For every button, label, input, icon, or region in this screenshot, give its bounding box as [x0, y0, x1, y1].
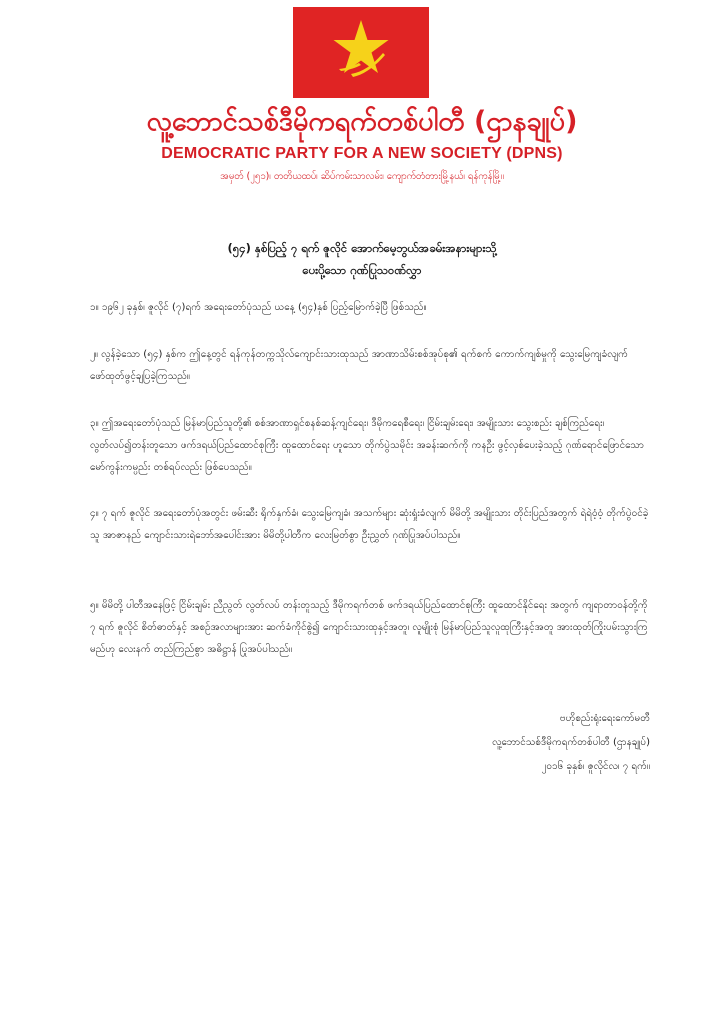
paragraph-2: ၂။ လွန်ခဲ့သော (၅၄) နှစ်က ဤနေ့တွင် ရန်ကုန်တက္ကသိုလ်ကျောင်းသားထုသည် အာဏာသိမ်းစစ်အုပ်စု၏ ရက်စက် ကောက်ကျစ်မှုကို သွေးမြေကျခံလျက် ဖော်ထုတ်ဖွင့်ချပြခဲ့ကြသည်။: [90, 349, 628, 382]
party-address: အမှတ် (၂၅၁)၊ တတိယထပ်၊ ဆိပ်ကမ်းသာလမ်း၊ ကျောက်တံတားမြို့နယ်၊ ရန်ကုန်မြို့။: [220, 171, 504, 182]
paragraph-5: ၅။ မိမိတို့ ပါတီအနေဖြင့် ငြိမ်းချမ်း ညီညွတ် လွတ်လပ် တန်းတူသည့် ဒီမိုကရက်တစ် ဖက်ဒရယ်ပြည်ထောင်စုကြီး ထူထောင်နိုင်ရေး အတွက် ကျရာတာဝန်တို့ကို ၇ ရက် ဇူလိုင် စိတ်ဓာတ်နှင့် အစဉ်အလာများအား ဆက်ခံကိုင်စွဲ၍ ကျောင်းသားထုနှင့်အတူ၊ လူမျိုးစုံ မြန်မာပြည်သူလူထုကြီးနှင့်အတူ အားထုတ်ကြိုးပမ်းသွားကြမည်ဟု လေးနက် တည်ကြည်စွာ အဓိဋ္ဌာန် ပြုအပ်ပါသည်။: [90, 600, 648, 655]
paragraph-4: ၄။ ၇ ရက် ဇူလိုင် အရေးတော်ပုံအတွင်း ဖမ်းဆီး ရိုက်နှက်ခံ၊ သွေးမြေကျခံ၊ အသက်များ ဆုံးရှုံးခံလျက် မိမိတို့ အမျိုးသား တိုင်းပြည်အတွက် ရဲရဲဝံ့ဝံ့ တိုက်ပွဲဝင်ခဲ့သူ အာဇာနည် ကျောင်းသားရဲဘော်အပေါင်းအား မိမိတို့ပါတီက လေးမြတ်စွာ ဦးညွှတ် ဂုဏ်ပြုအပ်ပါသည်။: [90, 508, 649, 541]
paragraph-3: ၃။ ဤအရေးတော်ပုံသည် မြန်မာပြည်သူတို့၏ စစ်အာဏာရှင်စနစ်ဆန့်ကျင်ရေး၊ ဒီမိုကရေစီရေး၊ ငြိမ်းချမ်းရေး၊ အမျိုးသား သွေးစည်း ချစ်ကြည်ရေး၊ လွတ်လပ်၍တန်းတူသော ဖက်ဒရယ်ပြည်ထောင်စုကြီး ထူထောင်ရေး ဟူသော တိုက်ပွဲသမိုင်း အခန်းဆက်ကို ကနဦး ဖွင့်လှစ်ပေးခဲ့သည့် ဂုဏ်ရောင်ဖြောင်သော မော်ကွန်းကမ္ပည်း တစ်ရပ်လည်း ဖြစ်ပေသည်။: [90, 418, 644, 473]
flag-star-icon: [293, 7, 429, 98]
signature-block: [492, 707, 650, 779]
paragraph-1: ၁။ ၁၉၆၂ ခုနှစ်၊ ဇူလိုင် (၇)ရက် အရေးတော်ပုံသည် ယနေ့ (၅၄)နှစ် ပြည့်မြောက်ခဲ့ပြီ ဖြစ်သည်။: [90, 302, 427, 313]
title-line-2: ပေးပို့သော ဂုဏ်ပြုသဝဏ်လွှာ: [302, 263, 422, 277]
party-name-english: DEMOCRATIC PARTY FOR A NEW SOCIETY (DPNS): [161, 145, 563, 162]
title-line-1: (၅၄) နှစ်ပြည့် ၇ ရက် ဇူလိုင် အောက်မေ့ဘွယ်အခမ်းအနားများသို့: [227, 241, 497, 255]
signature-party: လူ့ဘောင်သစ်ဒီမိုကရက်တစ်ပါတီ (ဌာနချုပ်): [492, 737, 650, 748]
signature-committee: ဗဟိုစည်းရုံးရေးကော်မတီ: [559, 713, 650, 724]
party-name-myanmar: လူ့ဘောင်သစ်ဒီမိုကရက်တစ်ပါတီ (ဌာနချုပ်): [146, 106, 578, 137]
document-title: [0, 237, 724, 281]
signature-date: ၂၀၁၆ ခုနှစ်၊ ဇူလိုင်လ၊ ၇ ရက်။: [541, 761, 650, 772]
party-flag: [293, 7, 429, 98]
